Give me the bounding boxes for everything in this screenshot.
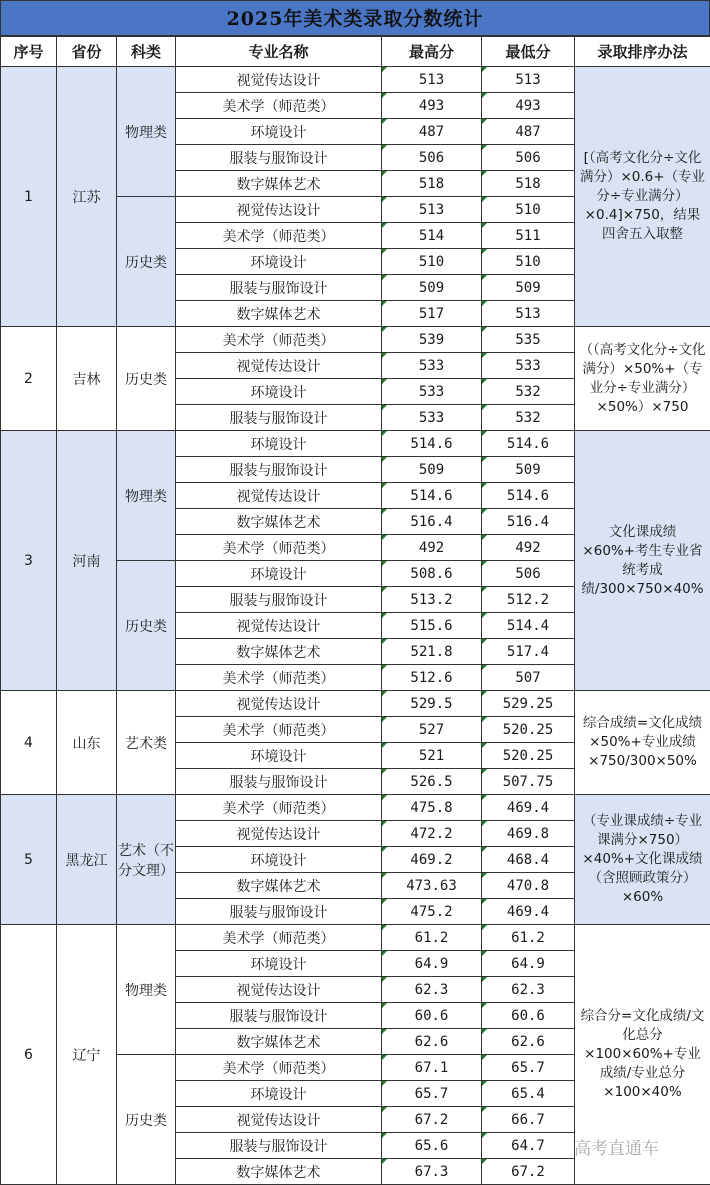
- max-score-cell: 508.6: [382, 561, 482, 587]
- category-cell: 物理类: [117, 925, 176, 1055]
- major-name-cell: 服装与服饰设计: [176, 457, 382, 483]
- min-score-cell: 512.2: [482, 587, 575, 613]
- max-score-cell: 539: [382, 327, 482, 353]
- max-score-cell: 493: [382, 93, 482, 119]
- admission-method-cell: 综合成绩=文化成绩×50%+专业成绩×750/300×50%: [575, 691, 710, 795]
- category-cell: 艺术（不分文理）: [117, 795, 176, 925]
- max-score-cell: 492: [382, 535, 482, 561]
- major-name-cell: 服装与服饰设计: [176, 769, 382, 795]
- max-score-cell: 533: [382, 405, 482, 431]
- major-name-cell: 视觉传达设计: [176, 353, 382, 379]
- min-score-cell: 535: [482, 327, 575, 353]
- max-score-cell: 514: [382, 223, 482, 249]
- max-score-cell: 513: [382, 67, 482, 93]
- province-index-cell: 5: [1, 795, 57, 925]
- header-category: 科类: [117, 37, 176, 67]
- max-score-cell: 509: [382, 275, 482, 301]
- min-score-cell: 468.4: [482, 847, 575, 873]
- min-score-cell: 510: [482, 197, 575, 223]
- max-score-cell: 469.2: [382, 847, 482, 873]
- min-score-cell: 470.8: [482, 873, 575, 899]
- min-score-cell: 64.9: [482, 951, 575, 977]
- min-score-cell: 506: [482, 561, 575, 587]
- province-index-cell: 4: [1, 691, 57, 795]
- min-score-cell: 514.4: [482, 613, 575, 639]
- header-major: 专业名称: [176, 37, 382, 67]
- min-score-cell: 511: [482, 223, 575, 249]
- score-table: [0, 36, 710, 1185]
- category-cell: 艺术类: [117, 691, 176, 795]
- province-name-cell: 辽宁: [57, 925, 117, 1185]
- min-score-cell: 533: [482, 353, 575, 379]
- min-score-cell: 520.25: [482, 717, 575, 743]
- max-score-cell: 512.6: [382, 665, 482, 691]
- header-province: 省份: [57, 37, 117, 67]
- max-score-cell: 473.63: [382, 873, 482, 899]
- min-score-cell: 60.6: [482, 1003, 575, 1029]
- admission-method-cell: [（高考文化分÷文化满分）×0.6+（专业分÷专业满分）×0.4]×750，结果四舍五入取整: [575, 67, 710, 327]
- table-row: [1, 925, 710, 951]
- min-score-cell: 62.6: [482, 1029, 575, 1055]
- header-min-score: 最低分: [482, 37, 575, 67]
- max-score-cell: 61.2: [382, 925, 482, 951]
- max-score-cell: 515.6: [382, 613, 482, 639]
- max-score-cell: 533: [382, 379, 482, 405]
- max-score-cell: 529.5: [382, 691, 482, 717]
- province-name-cell: 吉林: [57, 327, 117, 431]
- min-score-cell: 516.4: [482, 509, 575, 535]
- category-cell: 物理类: [117, 431, 176, 561]
- min-score-cell: 66.7: [482, 1107, 575, 1133]
- max-score-cell: 65.6: [382, 1133, 482, 1159]
- max-score-cell: 521.8: [382, 639, 482, 665]
- max-score-cell: 64.9: [382, 951, 482, 977]
- province-index-cell: 1: [1, 67, 57, 327]
- min-score-cell: 509: [482, 275, 575, 301]
- header-row: [1, 37, 710, 67]
- category-cell: 历史类: [117, 327, 176, 431]
- max-score-cell: 472.2: [382, 821, 482, 847]
- major-name-cell: 服装与服饰设计: [176, 587, 382, 613]
- min-score-cell: 506: [482, 145, 575, 171]
- major-name-cell: 美术学（师范类）: [176, 665, 382, 691]
- major-name-cell: 视觉传达设计: [176, 821, 382, 847]
- major-name-cell: 美术学（师范类）: [176, 717, 382, 743]
- max-score-cell: 475.2: [382, 899, 482, 925]
- table-row: [1, 67, 710, 93]
- max-score-cell: 510: [382, 249, 482, 275]
- min-score-cell: 469.8: [482, 821, 575, 847]
- min-score-cell: 64.7: [482, 1133, 575, 1159]
- min-score-cell: 62.3: [482, 977, 575, 1003]
- category-cell: 物理类: [117, 67, 176, 197]
- max-score-cell: 521: [382, 743, 482, 769]
- province-name-cell: 河南: [57, 431, 117, 691]
- major-name-cell: 美术学（师范类）: [176, 925, 382, 951]
- major-name-cell: 服装与服饰设计: [176, 405, 382, 431]
- min-score-cell: 514.6: [482, 431, 575, 457]
- min-score-cell: 509: [482, 457, 575, 483]
- max-score-cell: 514.6: [382, 431, 482, 457]
- max-score-cell: 60.6: [382, 1003, 482, 1029]
- min-score-cell: 65.7: [482, 1055, 575, 1081]
- max-score-cell: 65.7: [382, 1081, 482, 1107]
- major-name-cell: 环境设计: [176, 847, 382, 873]
- max-score-cell: 517: [382, 301, 482, 327]
- max-score-cell: 514.6: [382, 483, 482, 509]
- min-score-cell: 67.2: [482, 1159, 575, 1185]
- major-name-cell: 美术学（师范类）: [176, 535, 382, 561]
- min-score-cell: 532: [482, 379, 575, 405]
- major-name-cell: 美术学（师范类）: [176, 1055, 382, 1081]
- min-score-cell: 469.4: [482, 899, 575, 925]
- min-score-cell: 532: [482, 405, 575, 431]
- major-name-cell: 视觉传达设计: [176, 67, 382, 93]
- major-name-cell: 环境设计: [176, 379, 382, 405]
- max-score-cell: 513.2: [382, 587, 482, 613]
- major-name-cell: 美术学（师范类）: [176, 327, 382, 353]
- major-name-cell: 环境设计: [176, 431, 382, 457]
- header-max-score: 最高分: [382, 37, 482, 67]
- major-name-cell: 美术学（师范类）: [176, 223, 382, 249]
- table-row: [1, 691, 710, 717]
- major-name-cell: 视觉传达设计: [176, 197, 382, 223]
- table-row: [1, 795, 710, 821]
- major-name-cell: 数字媒体艺术: [176, 301, 382, 327]
- min-score-cell: 518: [482, 171, 575, 197]
- max-score-cell: 526.5: [382, 769, 482, 795]
- min-score-cell: 507.75: [482, 769, 575, 795]
- max-score-cell: 509: [382, 457, 482, 483]
- table-row: [1, 431, 710, 457]
- major-name-cell: 美术学（师范类）: [176, 93, 382, 119]
- major-name-cell: 数字媒体艺术: [176, 171, 382, 197]
- major-name-cell: 服装与服饰设计: [176, 1133, 382, 1159]
- header-method: 录取排序办法: [575, 37, 710, 67]
- max-score-cell: 67.2: [382, 1107, 482, 1133]
- province-index-cell: 2: [1, 327, 57, 431]
- max-score-cell: 67.3: [382, 1159, 482, 1185]
- min-score-cell: 520.25: [482, 743, 575, 769]
- max-score-cell: 516.4: [382, 509, 482, 535]
- category-cell: 历史类: [117, 197, 176, 327]
- major-name-cell: 环境设计: [176, 951, 382, 977]
- watermark: 高考直通车: [574, 1139, 659, 1159]
- admission-method-cell: 综合分=文化成绩/文化总分×100×60%+专业成绩/专业总分×100×40%: [575, 925, 710, 1185]
- min-score-cell: 507: [482, 665, 575, 691]
- province-name-cell: 山东: [57, 691, 117, 795]
- major-name-cell: 服装与服饰设计: [176, 1003, 382, 1029]
- max-score-cell: 518: [382, 171, 482, 197]
- sheet-title: 2025年美术类录取分数统计: [0, 0, 710, 36]
- province-name-cell: 江苏: [57, 67, 117, 327]
- category-cell: 历史类: [117, 561, 176, 691]
- major-name-cell: 环境设计: [176, 119, 382, 145]
- max-score-cell: 62.6: [382, 1029, 482, 1055]
- table-row: [1, 327, 710, 353]
- admission-method-cell: 文化课成绩×60%+考生专业省统考成绩/300×750×40%: [575, 431, 710, 691]
- max-score-cell: 506: [382, 145, 482, 171]
- province-index-cell: 6: [1, 925, 57, 1185]
- max-score-cell: 533: [382, 353, 482, 379]
- min-score-cell: 529.25: [482, 691, 575, 717]
- min-score-cell: 510: [482, 249, 575, 275]
- max-score-cell: 487: [382, 119, 482, 145]
- max-score-cell: 475.8: [382, 795, 482, 821]
- major-name-cell: 数字媒体艺术: [176, 509, 382, 535]
- max-score-cell: 62.3: [382, 977, 482, 1003]
- table-body: [1, 67, 710, 1185]
- min-score-cell: 513: [482, 301, 575, 327]
- major-name-cell: 视觉传达设计: [176, 691, 382, 717]
- min-score-cell: 487: [482, 119, 575, 145]
- admission-method-cell: （专业课成绩÷专业课满分×750）×40%+文化课成绩（含照顾政策分）×60%: [575, 795, 710, 925]
- province-name-cell: 黑龙江: [57, 795, 117, 925]
- province-index-cell: 3: [1, 431, 57, 691]
- min-score-cell: 493: [482, 93, 575, 119]
- max-score-cell: 513: [382, 197, 482, 223]
- min-score-cell: 517.4: [482, 639, 575, 665]
- major-name-cell: 环境设计: [176, 743, 382, 769]
- major-name-cell: 视觉传达设计: [176, 977, 382, 1003]
- admission-method-cell: （（高考文化分÷文化满分）×50%+（专业分÷专业满分）×50%）×750: [575, 327, 710, 431]
- max-score-cell: 527: [382, 717, 482, 743]
- major-name-cell: 数字媒体艺术: [176, 1029, 382, 1055]
- major-name-cell: 视觉传达设计: [176, 1107, 382, 1133]
- min-score-cell: 469.4: [482, 795, 575, 821]
- major-name-cell: 数字媒体艺术: [176, 1159, 382, 1185]
- major-name-cell: 环境设计: [176, 249, 382, 275]
- min-score-cell: 513: [482, 67, 575, 93]
- major-name-cell: 环境设计: [176, 561, 382, 587]
- major-name-cell: 环境设计: [176, 1081, 382, 1107]
- major-name-cell: 美术学（师范类）: [176, 795, 382, 821]
- major-name-cell: 数字媒体艺术: [176, 639, 382, 665]
- min-score-cell: 65.4: [482, 1081, 575, 1107]
- max-score-cell: 67.1: [382, 1055, 482, 1081]
- major-name-cell: 视觉传达设计: [176, 613, 382, 639]
- major-name-cell: 服装与服饰设计: [176, 275, 382, 301]
- major-name-cell: 数字媒体艺术: [176, 873, 382, 899]
- min-score-cell: 492: [482, 535, 575, 561]
- category-cell: 历史类: [117, 1055, 176, 1185]
- min-score-cell: 61.2: [482, 925, 575, 951]
- major-name-cell: 服装与服饰设计: [176, 899, 382, 925]
- min-score-cell: 514.6: [482, 483, 575, 509]
- header-index: 序号: [1, 37, 57, 67]
- major-name-cell: 服装与服饰设计: [176, 145, 382, 171]
- major-name-cell: 视觉传达设计: [176, 483, 382, 509]
